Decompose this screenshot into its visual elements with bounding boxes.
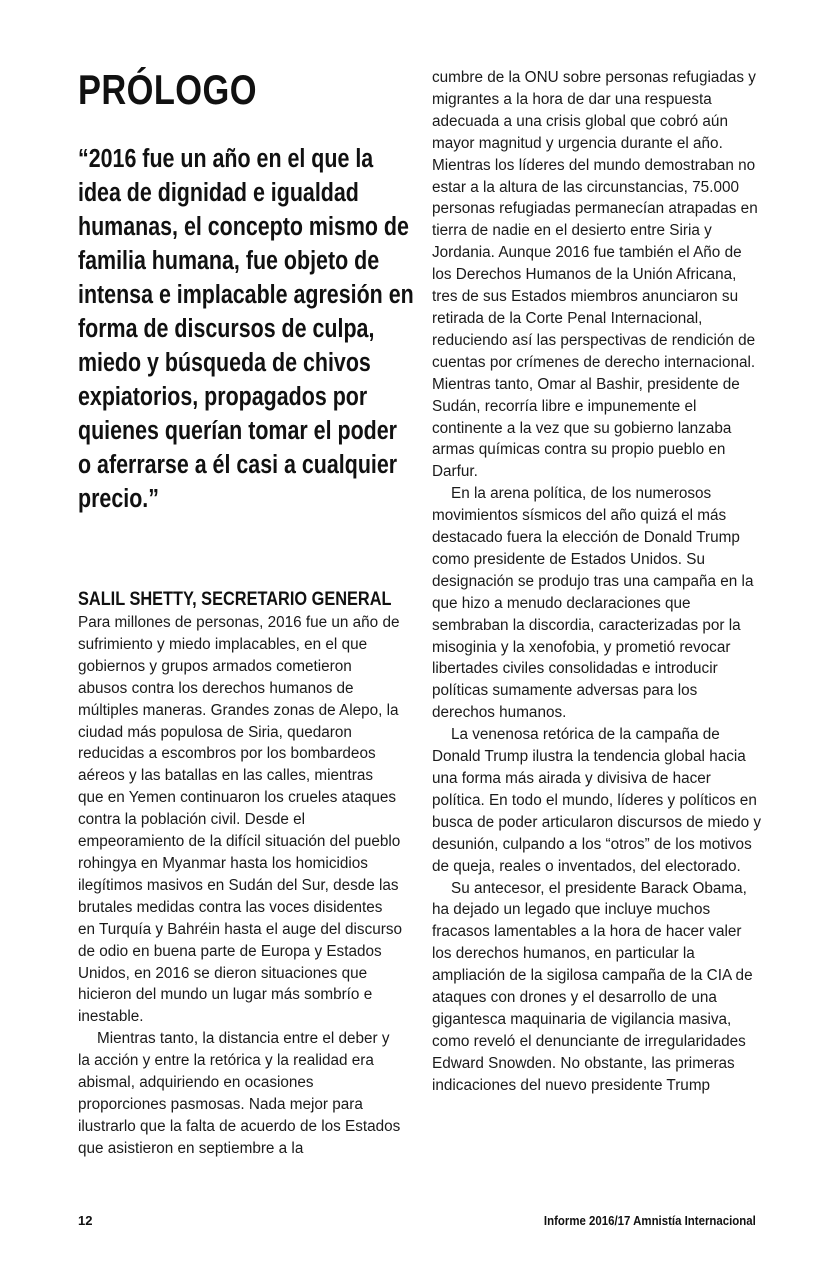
pull-quote: “2016 fue un año en el que la idea de dignidad e igualdad humanas, el concepto mismo de familia humana, fue objeto de intensa e implacable agresión en forma de discursos de culpa, miedo y búsqueda de chivos expiatorios, propagados por quienes querían tomar el poder o aferrarse a él casi a cualquier precio.” <box>78 145 414 513</box>
left-text-column <box>78 612 402 1160</box>
right-text-column <box>432 67 762 1097</box>
page-number: 12 <box>78 1213 93 1228</box>
paragraph: En la arena política, de los numerosos movimientos sísmicos del año quizá el más destacado fuera la elección de Donald Trump como presidente de Estados Unidos. Su designación se produjo tras una campaña en la que hizo a menudo declaraciones que sembraban la discordia, caracterizadas por la misoginia y la xenofobia, y prometió revocar libertades civiles consolidadas e introducir políticas sumamente adversas para los derechos humanos. <box>432 485 754 722</box>
paragraph: La venenosa retórica de la campaña de Donald Trump ilustra la tendencia global hacia una forma más airada y divisiva de hacer política. En todo el mundo, líderes y políticos en busca de poder articularon discursos de miedo y desunión, culpando a los “otros” de los motivos de queja, reales o inventados, del electorado. <box>432 726 762 875</box>
running-footer: Informe 2016/17 Amnistía Internacional <box>544 1213 756 1228</box>
paragraph: Su antecesor, el presidente Barack Obama, ha dejado un legado que incluye muchos fracasos lamentables a la hora de hacer valer los derechos humanos, en particular la ampliación de la sigilosa campaña de la CIA de ataques con drones y el desarrollo de una gigantesca maquinaria de vigilancia masiva, como reveló el denunciante de irregularidades Edward Snowden. No obstante, las primeras indicaciones del nuevo presidente Trump <box>432 879 753 1094</box>
paragraph: Mientras tanto, la distancia entre el deber y la acción y entre la retórica y la realidad era abismal, adquiriendo en ocasiones proporciones pasmosas. Nada mejor para ilustrarlo que la falta de acuerdo de los Estados que asistieron en septiembre a la <box>78 1030 401 1157</box>
page-title: PRÓLOGO <box>78 66 257 113</box>
paragraph: cumbre de la ONU sobre personas refugiadas y migrantes a la hora de dar una respuesta adecuada a una crisis global que cobró aún mayor magnitud y urgencia durante el año. Mientras los líderes del mundo demostraban no estar a la altura de las circunstancias, 75.000 personas refugiadas permanecían atrapadas en tierra de nadie en el desierto entre Siria y Jordania. Aunque 2016 fue también el Año de los Derechos Humanos de la Unión Africana, tres de sus Estados miembros anunciaron su retirada de la Corte Penal Internacional, reduciendo así las perspectivas de rendición de cuentas por crímenes de derecho internacional. Mientras tanto, Omar al Bashir, presidente de Sudán, recorría libre e impunemente el continente a la vez que su gobierno lanzaba armas químicas contra su propio pueblo en Darfur. <box>432 69 758 481</box>
paragraph: Para millones de personas, 2016 fue un año de sufrimiento y miedo implacables, en el que gobiernos y grupos armados cometieron abusos contra los derechos humanos de múltiples maneras. Grandes zonas de Alepo, la ciudad más populosa de Siria, quedaron reducidas a escombros por los bombardeos aéreos y las batallas en las calles, mientras que en Yemen continuaron los crueles ataques contra la población civil. Desde el empeoramiento de la difícil situación del pueblo rohingya en Myanmar hasta los homicidios ilegítimos masivos en Sudán del Sur, desde las brutales medidas contra las voces disidentes en Turquía y Bahréin hasta el auge del discurso de odio en buena parte de Europa y Estados Unidos, en 2016 se dieron situaciones que hicieron del mundo un lugar más sombrío e inestable. <box>78 614 402 1026</box>
quote-attribution: SALIL SHETTY, SECRETARIO GENERAL <box>78 589 392 610</box>
